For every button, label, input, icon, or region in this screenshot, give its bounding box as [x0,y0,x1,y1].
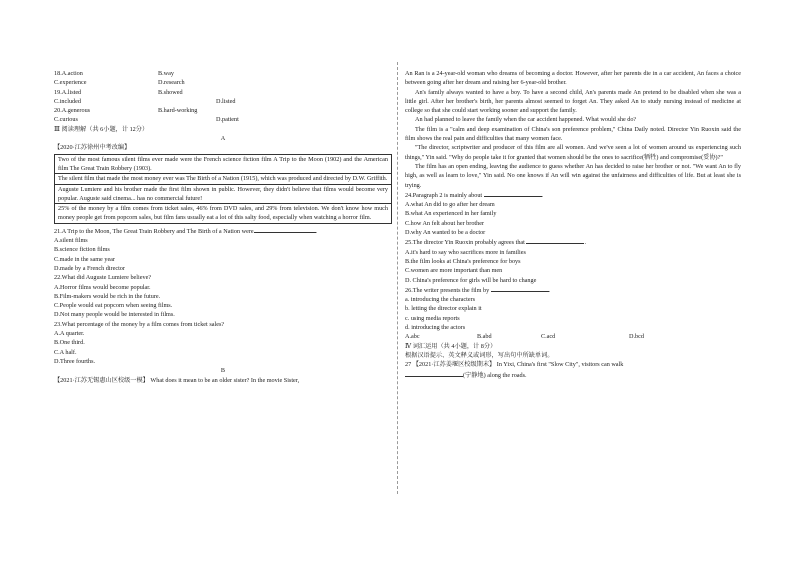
q27-stem: 27 【2021·江苏姜堰区校级期末】 In Yixi, China's first "Slow City", visitors can walk [405,361,624,369]
q26-answer-choices [405,332,741,341]
q25-option: A.it's hard to say who sacrifices more in families [405,248,526,256]
q20-option-d: D.patient [216,116,239,124]
q22-option: A.Horror films would become popular. [54,283,151,291]
q20-options-cd [54,115,392,124]
q23-option: B.One third. [54,339,85,347]
q23-stem: 23.What percentage of the money by a film comes from ticket sales? [54,320,225,328]
q18-option-d: D.research [158,79,185,87]
right-column [405,69,741,380]
q21-stem: 21.A Trip to the Moon, The Great Train Robbery and The Birth of a Nation were . [54,227,318,235]
section-4-instructions: 根据汉语提示、英文释义或词形，写出句中所缺单词。 [405,351,554,359]
passage-a-source: 【2020·江苏徐州中考改编】 [54,144,131,152]
answer-blank[interactable] [484,190,542,197]
passage-b-intro: 【2021·江苏无锡惠山区校级一模】 What does it mean to be an older sister? In the movie Sister, [54,376,300,384]
passage-b-paragraph-1: An Ran is a 24-year-old woman who dreams of becoming a doctor. However, after her parents die in a car accident, An faces a choice between going after her dream and raising her 6-year-old brother. [405,70,741,87]
passage-b-paragraph-6: The film has an open ending, leaving the audience to guess whether An has decided to raise her brother or not. "We want An to fly high, as well as learn to love," Yin said. No one knows if An will win against the unfairness and difficulties of life. But at least she is trying. [405,162,741,189]
q26-stem: 26.The writer presents the film by . [405,286,551,294]
q19-option-a: 19.A.listed [54,88,82,96]
q26-answer-b: B.abd [477,333,492,341]
passage-b-letter: B [220,367,226,375]
passage-a-letter: A [220,135,226,143]
q24-stem: 24.Paragraph 2 is mainly about . [405,191,544,199]
q18-option-a: 18.A.action [54,70,83,77]
q26-answer-a: A.abc [405,333,420,341]
passage-b-paragraph-3: An had planned to leave the family when the car accident happened. What would she do? [415,116,637,124]
q21-option: B.science fiction films [54,246,110,254]
q19-option-d: D.listed [216,97,236,105]
q25-stem: 25.The director Yin Ruoxin probably agrees that . [405,239,586,247]
q24-option: D.why An wanted to be a doctor [405,229,486,237]
q26-option: d. introducing the actors [405,324,466,332]
q26-option: c. using media reports [405,314,460,322]
q26-answer-d: D.bcd [629,333,644,341]
q18-option-c: C.experience [54,79,87,87]
left-column [54,69,392,385]
q27-line-2: (宁静地) along the roads. [405,370,741,380]
q23-option: C.A half. [54,348,77,356]
q25-option: C.women are more important than men [405,267,503,275]
passage-a-table [54,154,392,224]
q24-option: B.what An experienced in her family [405,210,497,218]
q20-option-a: 20.A.generous [54,107,91,115]
section-4-heading: Ⅳ 词汇运用（共 4小题，计 8分） [405,342,497,350]
q25-option: B.the film looks at China's preference for boys [405,257,521,265]
q22-stem: 22.What did Auguste Lumiere believe? [54,274,152,282]
q18-options-ab [54,69,392,78]
answer-blank[interactable] [491,285,549,292]
q22-option: B.Film-makers would be rich in the future. [54,292,161,300]
table-row: 25% of the money by a film comes from ticket sales, 46% from DVD sales, and 29% from television. We don't know how much money people get from popcorn sales, but film fans usually eat a lot of this salty food, especially when watching a horror film. [55,203,391,223]
answer-blank[interactable] [526,237,584,244]
q21-option: D.made by a French director [54,264,125,272]
q22-option: C.People would eat popcorn when seeing films. [54,302,173,310]
q19-options-ab [54,88,392,97]
column-divider [397,62,398,494]
q20-options-ab [54,106,392,115]
answer-blank[interactable] [254,226,316,233]
q18-option-b: B.way [158,70,174,77]
q26-answer-c: C.acd [541,333,556,341]
table-row: Auguste Lumiere and his brother made the first film shown in public. However, they didn't believe that films would become very popular. Auguste said cinema... has no commercial future! [55,184,391,204]
answer-blank[interactable] [405,370,463,377]
q19-option-c: C.included [54,97,81,105]
q23-option: D.Three fourths. [54,357,96,365]
passage-b-paragraph-4: The film is a "calm and deep examination of China's son preference problem," China Daily noted. Director Yin Ruoxin said the film shows the real pain and difficulties that many women face. [405,125,741,143]
section-3-heading: Ⅲ 阅读理解（共 6小题，计 12分） [54,125,149,133]
q25-option: D. China's preference for girls will be hard to change [405,276,537,284]
q20-option-c: C.curious [54,116,78,124]
q19-option-b: B.showed [158,88,183,96]
q18-options-cd [54,78,392,87]
q24-option: A.what An did to go after her dream [405,201,495,209]
passage-b-paragraph-5: "The director, scriptwriter and producer of this film are all women. And we've seen a lot of women around us experiencing such things," Yin said. "Why do people take it for granted that women should be the ones to sacrifice(牺牲) and compromise(妥协)?" [405,144,741,161]
table-row: Two of the most famous silent films ever made were the French science fiction film A Trip to the Moon (1902) and the American film The Great Train Robbery (1903). [58,155,388,172]
q21-option: A.silent films [54,237,88,245]
q26-option: a. introducing the characters [405,296,476,304]
q19-options-cd [54,97,392,106]
table-row: The silent film that made the most money ever was The Birth of a Nation (1915), which was produced and directed by D.W. Griffith. [55,173,391,183]
q20-option-b: B.hard-working [158,107,198,115]
q21-option: C.made in the same year [54,255,115,263]
q22-option: D.Not many people would be interested in films. [54,311,175,319]
passage-b-paragraph-2: An's family always wanted to have a boy. To have a second child, An's parents made An pretend to be disabled when she was a little girl. After her brother's birth, her parents almost seemed to forget An. They asked An to study nursing instead of medicine at college so that she could start working sooner and support the family. [405,88,741,115]
q24-option: C.how An felt about her brother [405,219,485,227]
q26-option: b. letting the director explain it [405,305,482,313]
q23-option: A.A quarter. [54,330,85,338]
